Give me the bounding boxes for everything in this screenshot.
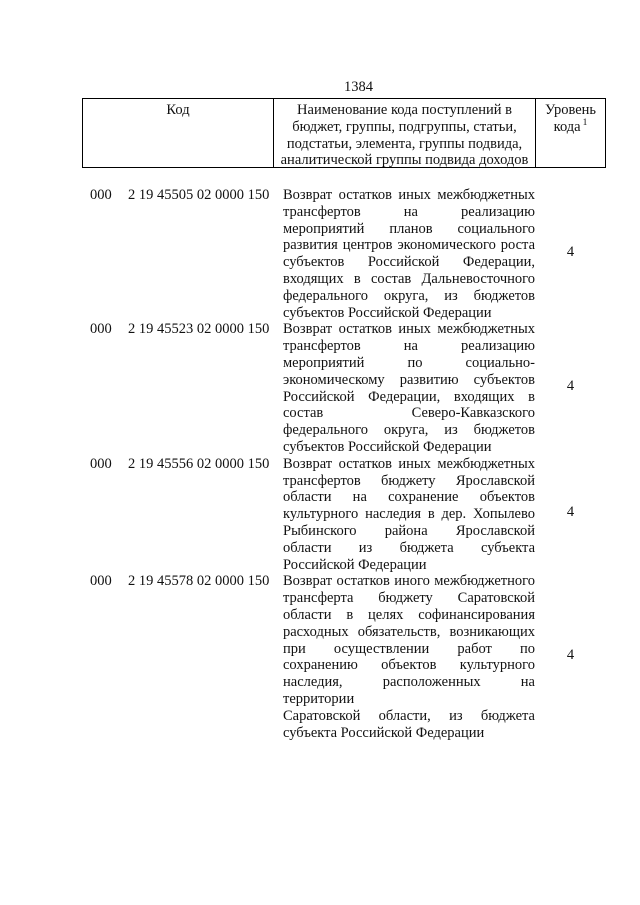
description-line: Российской Федерации, входящих в: [283, 388, 535, 405]
description-line: Российской Федерации: [283, 556, 427, 573]
table-body: [82, 187, 606, 741]
row-prefix-code: 000: [90, 573, 112, 590]
header-level-column: [536, 99, 605, 167]
row-level: [535, 321, 606, 455]
level-value: 4: [566, 504, 575, 521]
description-line: входящих в состав Дальневосточного: [283, 270, 535, 287]
row-budget-code: 2 19 45523 02 0000 150: [128, 321, 270, 338]
row-level: [535, 456, 606, 574]
description-line: области на сохранение объектов: [283, 489, 535, 506]
description-line: Возврат остатков иных межбюджетных: [283, 321, 535, 338]
description-line: субъектов Российской Федерации: [283, 304, 492, 321]
description-line: сохранению объектов культурного: [283, 657, 535, 674]
description-line: субъектов Российской Федерации: [283, 438, 492, 455]
row-description: [283, 456, 535, 574]
row-level: [535, 573, 606, 741]
description-line: развития центров экономического роста: [283, 237, 535, 254]
header-name-line: Наименование кода поступлений в: [297, 102, 512, 118]
row-budget-code: 2 19 45505 02 0000 150: [128, 187, 270, 203]
header-level-code: [536, 119, 605, 136]
description-line: субъекта Российской Федерации: [283, 724, 485, 741]
row-level: [535, 187, 606, 321]
description-line: Возврат остатков иного межбюджетного: [283, 573, 535, 590]
header-name-line: подстатьи, элемента, группы подвида,: [286, 135, 523, 152]
description-line: трансфертов на реализацию: [283, 203, 535, 220]
description-line: трансфертов на реализацию: [283, 338, 535, 355]
header-name-line: аналитической группы подвида доходов: [280, 152, 529, 169]
row-budget-code: 2 19 45556 02 0000 150: [128, 455, 270, 472]
table-row: [82, 321, 606, 455]
description-line: Возврат остатков иных межбюджетных: [283, 187, 535, 203]
description-line: при осуществлении работ по: [283, 640, 535, 657]
row-prefix-code: 000: [90, 455, 112, 472]
table-row: [82, 187, 606, 321]
header-name-line: бюджет, группы, подгруппы, статьи,: [292, 118, 517, 135]
description-line: мероприятий планов социального: [283, 220, 535, 237]
table-row: [82, 573, 606, 741]
description-line: федерального округа, из бюджетов: [283, 422, 535, 439]
level-value: 4: [566, 646, 575, 663]
description-line: наследия, расположенных на территории: [283, 674, 535, 707]
header-level-label: Уровень: [544, 102, 597, 118]
description-line: трансферта бюджету Саратовской: [283, 590, 535, 607]
header-code-label: Код: [166, 102, 190, 118]
row-prefix-code: 000: [90, 187, 112, 203]
description-line: трансфертов бюджету Ярославской: [283, 472, 535, 489]
description-line: состав Северо-Кавказского: [283, 405, 535, 422]
description-line: экономическому развитию субъектов: [283, 371, 535, 388]
description-line: Рыбинского района Ярославской: [283, 522, 535, 539]
description-line: мероприятий по социально-: [283, 354, 535, 371]
header-code-column: [83, 99, 274, 167]
description-line: федерального округа, из бюджетов: [283, 287, 535, 304]
description-line: области из бюджета субъекта: [283, 539, 535, 556]
table-row: [82, 456, 606, 574]
level-value: 4: [566, 243, 575, 260]
header-level-code-text: кода: [553, 118, 581, 135]
description-line: субъектов Российской Федерации,: [283, 254, 535, 271]
description-line: Саратовской области, из бюджета: [283, 707, 535, 724]
header-name-column: [274, 99, 536, 167]
description-line: культурного наследия в дер. Хопылево: [283, 506, 535, 523]
level-value: 4: [566, 378, 575, 395]
description-line: Возврат остатков иных межбюджетных: [283, 455, 535, 472]
description-line: расходных обязательств, возникающих: [283, 623, 535, 640]
row-description: [283, 573, 535, 741]
row-description: [283, 187, 535, 321]
description-line: области в целях софинансирования: [283, 606, 535, 623]
table-header: [82, 98, 606, 168]
row-prefix-code: 000: [90, 321, 112, 338]
page-number: 1384: [344, 79, 373, 95]
row-description: [283, 321, 535, 455]
row-budget-code: 2 19 45578 02 0000 150: [128, 573, 270, 590]
footnote-marker: 1: [582, 117, 588, 128]
